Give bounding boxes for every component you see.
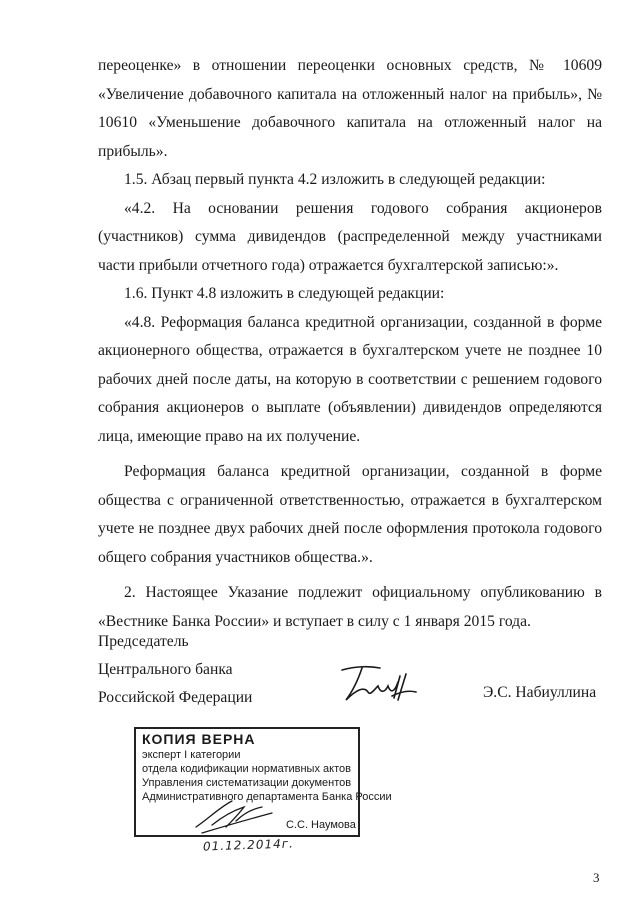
- handwritten-signature: [334, 662, 424, 706]
- signatory-title-line: Центрального банка: [98, 661, 233, 678]
- paragraph-continuation: переоценке» в отношении переоценки основных средств, № 10609 «Увеличение добавочного капитала на отложенный налог на прибыль», № 10610 «Уменьшение добавочного капитала на отложенный налог на прибыль».: [98, 57, 602, 160]
- signer-name: Э.С. Набиуллина: [483, 684, 597, 701]
- stamp-date: 01.12.2014г.: [202, 836, 295, 854]
- stamp-line: эксперт I категории: [142, 749, 241, 761]
- stamp-signature: [192, 791, 282, 835]
- signatory-title: [98, 628, 252, 712]
- stamp-line: Управления систематизации документов: [142, 777, 352, 789]
- page-number: 3: [593, 870, 600, 885]
- stamp-name: С.С. Наумова: [286, 819, 356, 831]
- signatory-title-line: Российской Федерации: [98, 689, 253, 706]
- paragraph-1-6: 1.6. Пункт 4.8 изложить в следующей редакции:: [124, 285, 445, 302]
- paragraph-1-5: 1.5. Абзац первый пункта 4.2 изложить в следующей редакции:: [124, 171, 546, 188]
- stamp-line: Административного департамента Банка России: [142, 791, 392, 803]
- document-body: [98, 52, 602, 636]
- paragraph-4-8-text: «4.8. Реформация баланса кредитной организации, созданной в форме акционерного общества, отражается в бухгалтерском учете не позднее 10 рабочих дней после даты, на которую в соответствии с решением годового собрания акционеров о выплате (объявлении) дивидендов определяются лица, имеющие право на их получение.: [98, 313, 602, 445]
- paragraph-reformation-llc: Реформация баланса кредитной организации, созданной в форме общества с ограниченной ответственностью, отражается в бухгалтерском учете не позднее двух рабочих дней после оформления протокола годового общего собрания участников общества.».: [98, 463, 602, 566]
- stamp-title: КОПИЯ ВЕРНА: [142, 731, 256, 747]
- paragraph-2-effective: 2. Настоящее Указание подлежит официальному опубликованию в «Вестнике Банка России» и вступает в силу с 1 января 2015 года.: [98, 584, 602, 630]
- stamp-line: отдела кодификации нормативных актов: [142, 763, 351, 775]
- signatory-title-line: Председатель: [98, 633, 189, 650]
- paragraph-4-2-text: «4.2. На основании решения годового собрания акционеров (участников) сумма дивидендов (распределенной между участниками части прибыли отчетного года) отражается бухгалтерской записью:».: [98, 199, 602, 274]
- copy-certified-stamp: [134, 727, 392, 837]
